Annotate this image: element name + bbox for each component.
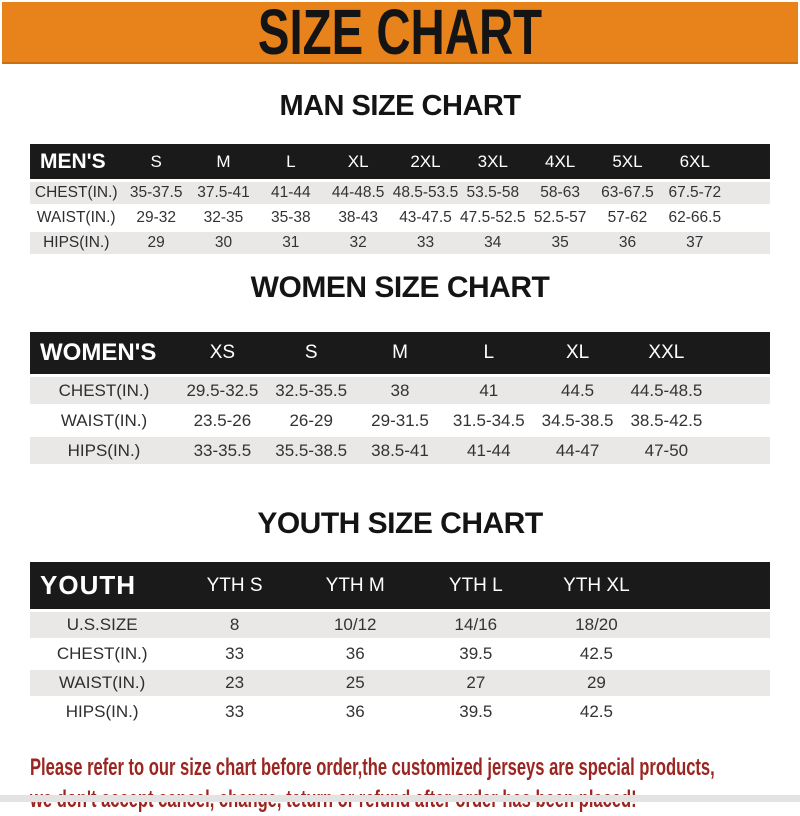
size-value-cell: 32 <box>324 232 391 254</box>
size-value-cell: 38 <box>356 377 445 404</box>
size-value-cell: 8 <box>174 612 295 638</box>
row-label: CHEST(IN.) <box>30 182 123 204</box>
size-value-cell: 42.5 <box>536 699 657 725</box>
youth-section-title: YOUTH SIZE CHART <box>257 507 543 540</box>
size-value-cell: 36 <box>295 641 416 667</box>
row-label: WAIST(IN.) <box>30 207 123 229</box>
measure-row <box>30 437 770 464</box>
order-policy-line-1: Please refer to our size chart before order,the customized jerseys are special products, <box>30 754 715 781</box>
size-value-cell: 29-32 <box>123 207 190 229</box>
size-column-header: S <box>267 332 356 374</box>
filler-cell <box>711 377 770 404</box>
filler-cell <box>711 407 770 434</box>
row-label: WAIST(IN.) <box>30 407 178 434</box>
row-label: HIPS(IN.) <box>30 232 123 254</box>
size-column-header: 4XL <box>526 144 593 179</box>
size-column-header: XL <box>533 332 622 374</box>
filler-cell <box>728 182 770 204</box>
size-value-cell: 26-29 <box>267 407 356 434</box>
size-value-cell: 33 <box>174 641 295 667</box>
row-label: HIPS(IN.) <box>30 699 174 725</box>
size-value-cell: 35.5-38.5 <box>267 437 356 464</box>
filler-cell <box>728 144 770 179</box>
size-value-cell: 57-62 <box>594 207 661 229</box>
size-column-header: XL <box>324 144 391 179</box>
filler-cell <box>728 207 770 229</box>
size-value-cell: 29.5-32.5 <box>178 377 267 404</box>
size-value-cell: 35-38 <box>257 207 324 229</box>
size-value-cell: 23 <box>174 670 295 696</box>
measure-row <box>30 641 770 667</box>
size-column-header: YTH S <box>174 562 295 609</box>
size-value-cell: 63-67.5 <box>594 182 661 204</box>
mens-section-title: MAN SIZE CHART <box>279 90 521 122</box>
size-value-cell: 32-35 <box>190 207 257 229</box>
table-group-label: MEN'S <box>30 144 123 179</box>
size-value-cell: 43-47.5 <box>392 207 459 229</box>
order-policy-note <box>30 752 715 816</box>
youth-size-table <box>30 559 770 728</box>
row-label: CHEST(IN.) <box>30 377 178 404</box>
womens-section-title: WOMEN SIZE CHART <box>250 271 550 304</box>
size-value-cell: 67.5-72 <box>661 182 728 204</box>
size-value-cell: 31 <box>257 232 324 254</box>
size-value-cell: 44.5-48.5 <box>622 377 711 404</box>
measure-row <box>30 377 770 404</box>
size-column-header: S <box>123 144 190 179</box>
filler-cell <box>657 670 770 696</box>
filler-cell <box>657 699 770 725</box>
row-label: U.S.SIZE <box>30 612 174 638</box>
size-value-cell: 37.5-41 <box>190 182 257 204</box>
size-header-row <box>30 562 770 609</box>
size-value-cell: 38.5-42.5 <box>622 407 711 434</box>
size-value-cell: 41-44 <box>444 437 533 464</box>
size-value-cell: 44-47 <box>533 437 622 464</box>
size-column-header: M <box>356 332 445 374</box>
size-value-cell: 25 <box>295 670 416 696</box>
size-value-cell: 52.5-57 <box>526 207 593 229</box>
size-value-cell: 42.5 <box>536 641 657 667</box>
size-column-header: L <box>257 144 324 179</box>
measure-row <box>30 207 770 229</box>
size-value-cell: 23.5-26 <box>178 407 267 434</box>
size-value-cell: 47.5-52.5 <box>459 207 526 229</box>
size-column-header: YTH L <box>416 562 537 609</box>
row-label: WAIST(IN.) <box>30 670 174 696</box>
filler-cell <box>657 612 770 638</box>
size-column-header: 3XL <box>459 144 526 179</box>
size-value-cell: 58-63 <box>526 182 593 204</box>
filler-cell <box>657 641 770 667</box>
size-value-cell: 33 <box>174 699 295 725</box>
size-value-cell: 53.5-58 <box>459 182 526 204</box>
size-value-cell: 31.5-34.5 <box>444 407 533 434</box>
size-value-cell: 39.5 <box>416 641 537 667</box>
size-column-header: 5XL <box>594 144 661 179</box>
size-value-cell: 32.5-35.5 <box>267 377 356 404</box>
measure-row <box>30 232 770 254</box>
banner-title: SIZE CHART <box>257 0 543 68</box>
size-chart-banner <box>2 0 798 68</box>
size-column-header: YTH XL <box>536 562 657 609</box>
size-value-cell: 48.5-53.5 <box>392 182 459 204</box>
size-column-header: XXL <box>622 332 711 374</box>
row-label: CHEST(IN.) <box>30 641 174 667</box>
size-value-cell: 14/16 <box>416 612 537 638</box>
bottom-edge-strip <box>0 795 800 802</box>
size-value-cell: 37 <box>661 232 728 254</box>
womens-size-table <box>30 329 770 467</box>
size-column-header: M <box>190 144 257 179</box>
size-value-cell: 10/12 <box>295 612 416 638</box>
size-value-cell: 34 <box>459 232 526 254</box>
measure-row <box>30 699 770 725</box>
size-header-row <box>30 332 770 374</box>
measure-row <box>30 670 770 696</box>
size-value-cell: 41-44 <box>257 182 324 204</box>
mens-size-table <box>30 141 770 257</box>
size-value-cell: 27 <box>416 670 537 696</box>
size-value-cell: 35 <box>526 232 593 254</box>
size-value-cell: 38-43 <box>324 207 391 229</box>
size-column-header: 2XL <box>392 144 459 179</box>
filler-cell <box>728 232 770 254</box>
size-value-cell: 29 <box>123 232 190 254</box>
size-value-cell: 39.5 <box>416 699 537 725</box>
size-value-cell: 38.5-41 <box>356 437 445 464</box>
size-value-cell: 44-48.5 <box>324 182 391 204</box>
size-value-cell: 30 <box>190 232 257 254</box>
size-value-cell: 33-35.5 <box>178 437 267 464</box>
size-value-cell: 41 <box>444 377 533 404</box>
size-value-cell: 33 <box>392 232 459 254</box>
size-value-cell: 47-50 <box>622 437 711 464</box>
size-value-cell: 44.5 <box>533 377 622 404</box>
filler-cell <box>657 562 770 609</box>
size-column-header: XS <box>178 332 267 374</box>
size-column-header: 6XL <box>661 144 728 179</box>
size-value-cell: 35-37.5 <box>123 182 190 204</box>
row-label: HIPS(IN.) <box>30 437 178 464</box>
measure-row <box>30 407 770 434</box>
size-header-row <box>30 144 770 179</box>
size-column-header: L <box>444 332 533 374</box>
size-value-cell: 29 <box>536 670 657 696</box>
size-value-cell: 36 <box>295 699 416 725</box>
measure-row <box>30 612 770 638</box>
size-column-header: YTH M <box>295 562 416 609</box>
size-value-cell: 62-66.5 <box>661 207 728 229</box>
size-value-cell: 36 <box>594 232 661 254</box>
filler-cell <box>711 437 770 464</box>
filler-cell <box>711 332 770 374</box>
table-group-label: YOUTH <box>30 562 174 609</box>
measure-row <box>30 182 770 204</box>
size-value-cell: 34.5-38.5 <box>533 407 622 434</box>
table-group-label: WOMEN'S <box>30 332 178 374</box>
size-value-cell: 29-31.5 <box>356 407 445 434</box>
size-value-cell: 18/20 <box>536 612 657 638</box>
